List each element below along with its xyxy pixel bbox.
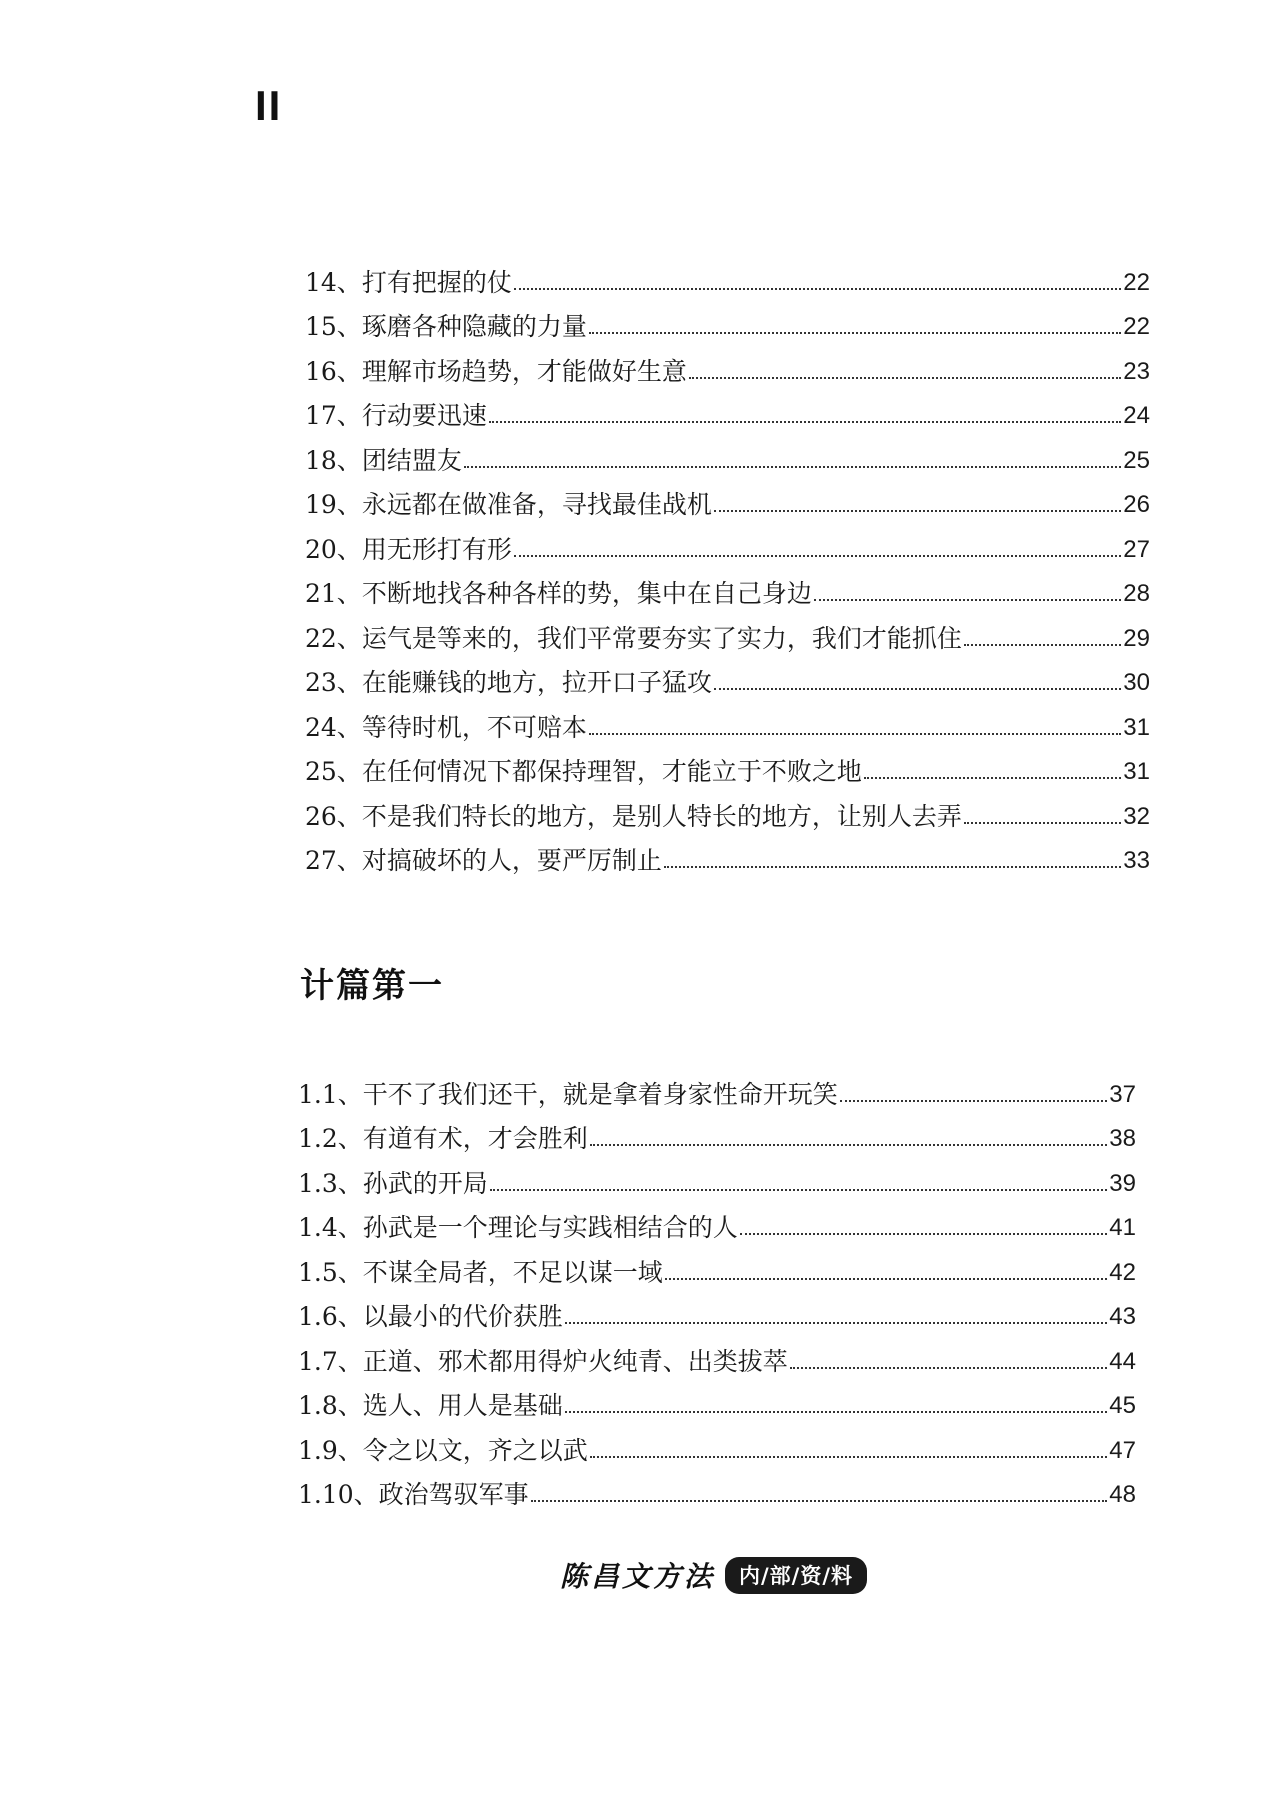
entry-page: 31 — [1123, 758, 1150, 785]
entry-page: 22 — [1123, 313, 1150, 340]
entry-number: 18、 — [305, 445, 362, 475]
entry-page: 28 — [1123, 580, 1150, 607]
dot-leader — [964, 644, 1121, 646]
toc-entry[interactable] — [298, 1151, 1136, 1196]
dot-leader — [790, 1367, 1108, 1369]
dot-leader — [531, 1500, 1108, 1502]
entry-page: 43 — [1109, 1303, 1136, 1330]
dot-leader — [689, 377, 1121, 379]
toc-entry[interactable] — [298, 1329, 1136, 1374]
entry-page: 29 — [1123, 624, 1150, 652]
entry-title: 在能赚钱的地方，拉开口子猛攻 — [361, 668, 712, 697]
footer-badge: 内/部/资/料 — [725, 1557, 867, 1594]
entry-title: 有道有术，才会胜利 — [362, 1124, 588, 1153]
entry-number: 1.8、 — [298, 1391, 363, 1420]
toc-entry[interactable] — [305, 339, 1150, 384]
entry-number: 1.6、 — [298, 1302, 363, 1331]
entry-title: 团结盟友 — [361, 445, 462, 475]
entry-title: 在任何情况下都保持理智，才能立于不败之地 — [361, 757, 862, 786]
toc-entry[interactable] — [305, 384, 1150, 429]
entry-number: 15、 — [305, 312, 362, 341]
dot-leader — [489, 421, 1121, 423]
toc-entry[interactable] — [305, 428, 1150, 473]
dot-leader — [514, 288, 1121, 290]
entry-number: 20、 — [305, 534, 362, 564]
dot-leader — [590, 1456, 1108, 1458]
dot-leader — [840, 1100, 1108, 1102]
dot-leader — [714, 510, 1121, 512]
entry-page: 38 — [1109, 1125, 1136, 1152]
page-number: II — [255, 82, 283, 129]
toc-entry[interactable] — [298, 1418, 1136, 1463]
toc-entry[interactable] — [298, 1374, 1136, 1419]
entry-page: 37 — [1109, 1080, 1136, 1108]
dot-leader — [814, 599, 1121, 601]
toc-entry[interactable] — [298, 1285, 1136, 1330]
toc-entry[interactable] — [298, 1062, 1136, 1107]
toc-entry[interactable] — [305, 606, 1150, 651]
entry-page: 41 — [1109, 1214, 1136, 1241]
entry-number: 1.1、 — [298, 1079, 363, 1109]
toc-entry[interactable] — [305, 295, 1150, 340]
dot-leader — [664, 866, 1121, 868]
entry-page: 42 — [1109, 1258, 1136, 1286]
entry-page: 27 — [1123, 535, 1150, 563]
entry-number: 23、 — [305, 668, 362, 697]
entry-title: 孙武的开局 — [362, 1168, 488, 1198]
entry-page: 30 — [1123, 669, 1150, 696]
footer — [560, 1555, 867, 1595]
entry-number: 19、 — [305, 490, 362, 519]
entry-number: 1.3、 — [298, 1168, 363, 1198]
entry-title: 不是我们特长的地方，是别人特长的地方，让别人去弄 — [361, 801, 962, 831]
dot-leader — [490, 1189, 1108, 1191]
dot-leader — [714, 688, 1121, 690]
entry-page: 48 — [1109, 1481, 1136, 1508]
toc-entry[interactable] — [305, 517, 1150, 562]
entry-title: 不断地找各种各样的势，集中在自己身边 — [361, 579, 812, 608]
toc-entry[interactable] — [298, 1196, 1136, 1241]
entry-number: 16、 — [305, 356, 362, 386]
toc-entry[interactable] — [298, 1240, 1136, 1285]
dot-leader — [565, 1322, 1108, 1324]
entry-title: 用无形打有形 — [361, 534, 512, 564]
entry-number: 17、 — [305, 401, 362, 430]
entry-title: 等待时机，不可赔本 — [361, 712, 587, 742]
entry-title: 永远都在做准备，寻找最佳战机 — [361, 490, 712, 519]
entry-number: 14、 — [305, 267, 362, 297]
entry-number: 1.7、 — [298, 1346, 363, 1376]
entry-number: 24、 — [305, 712, 362, 742]
entry-title: 行动要迅速 — [361, 401, 487, 430]
entry-page: 22 — [1123, 268, 1150, 296]
entry-page: 23 — [1123, 357, 1150, 385]
entry-page: 31 — [1123, 713, 1150, 741]
section-heading: 计篇第一 — [300, 966, 444, 1006]
entry-title: 政治驾驭军事 — [378, 1480, 529, 1509]
entry-page: 45 — [1109, 1392, 1136, 1419]
entry-number: 25、 — [305, 757, 362, 786]
footer-brand: 陈昌文方法 — [560, 1560, 716, 1593]
dot-leader — [590, 1144, 1108, 1146]
entry-title: 令之以文，齐之以武 — [362, 1435, 588, 1465]
dot-leader — [665, 1278, 1108, 1280]
toc-entry[interactable] — [305, 250, 1150, 295]
entry-number: 1.2、 — [298, 1124, 363, 1153]
entry-number: 21、 — [305, 579, 362, 608]
entry-title: 干不了我们还干，就是拿着身家性命开玩笑 — [362, 1079, 838, 1109]
toc-entry[interactable] — [298, 1107, 1136, 1152]
toc-entry[interactable] — [305, 473, 1150, 518]
entry-page: 47 — [1109, 1436, 1136, 1464]
entry-title: 不谋全局者，不足以谋一域 — [362, 1257, 663, 1287]
entry-page: 44 — [1109, 1347, 1136, 1375]
dot-leader — [565, 1411, 1108, 1413]
entry-title: 琢磨各种隐藏的力量 — [361, 312, 587, 341]
entry-title: 理解市场趋势，才能做好生意 — [361, 356, 687, 386]
toc-entry[interactable] — [305, 651, 1150, 696]
toc-entry[interactable] — [305, 562, 1150, 607]
entry-number: 22、 — [305, 623, 362, 653]
entry-page: 24 — [1123, 402, 1150, 429]
entry-page: 33 — [1123, 847, 1150, 874]
entry-number: 27、 — [305, 846, 362, 875]
dot-leader — [589, 332, 1121, 334]
entry-title: 运气是等来的，我们平常要夯实了实力，我们才能抓住 — [361, 623, 962, 653]
entry-title: 对搞破坏的人，要严厉制止 — [361, 846, 662, 875]
entry-number: 1.4、 — [298, 1213, 363, 1242]
entry-page: 39 — [1109, 1169, 1136, 1197]
entry-number: 26、 — [305, 801, 362, 831]
dot-leader — [514, 555, 1121, 557]
toc-entry[interactable] — [305, 740, 1150, 785]
entry-page: 32 — [1123, 802, 1150, 830]
toc-list-section — [298, 1062, 1136, 1507]
dot-leader — [464, 466, 1121, 468]
entry-number: 1.9、 — [298, 1435, 363, 1465]
entry-title: 孙武是一个理论与实践相结合的人 — [362, 1213, 738, 1242]
entry-title: 选人、用人是基础 — [362, 1391, 563, 1420]
entry-page: 25 — [1123, 446, 1150, 474]
toc-list-continued — [305, 250, 1150, 873]
dot-leader — [964, 822, 1121, 824]
toc-entry[interactable] — [305, 695, 1150, 740]
entry-title: 打有把握的仗 — [361, 267, 512, 297]
dot-leader — [864, 777, 1121, 779]
toc-entry[interactable] — [305, 784, 1150, 829]
toc-entry[interactable] — [305, 829, 1150, 874]
entry-title: 正道、邪术都用得炉火纯青、出类拔萃 — [362, 1346, 788, 1376]
toc-entry[interactable] — [298, 1463, 1136, 1508]
entry-title: 以最小的代价获胜 — [362, 1302, 563, 1331]
dot-leader — [740, 1233, 1108, 1235]
entry-number: 1.10、 — [298, 1480, 379, 1509]
entry-page: 26 — [1123, 491, 1150, 518]
dot-leader — [589, 733, 1121, 735]
entry-number: 1.5、 — [298, 1257, 363, 1287]
